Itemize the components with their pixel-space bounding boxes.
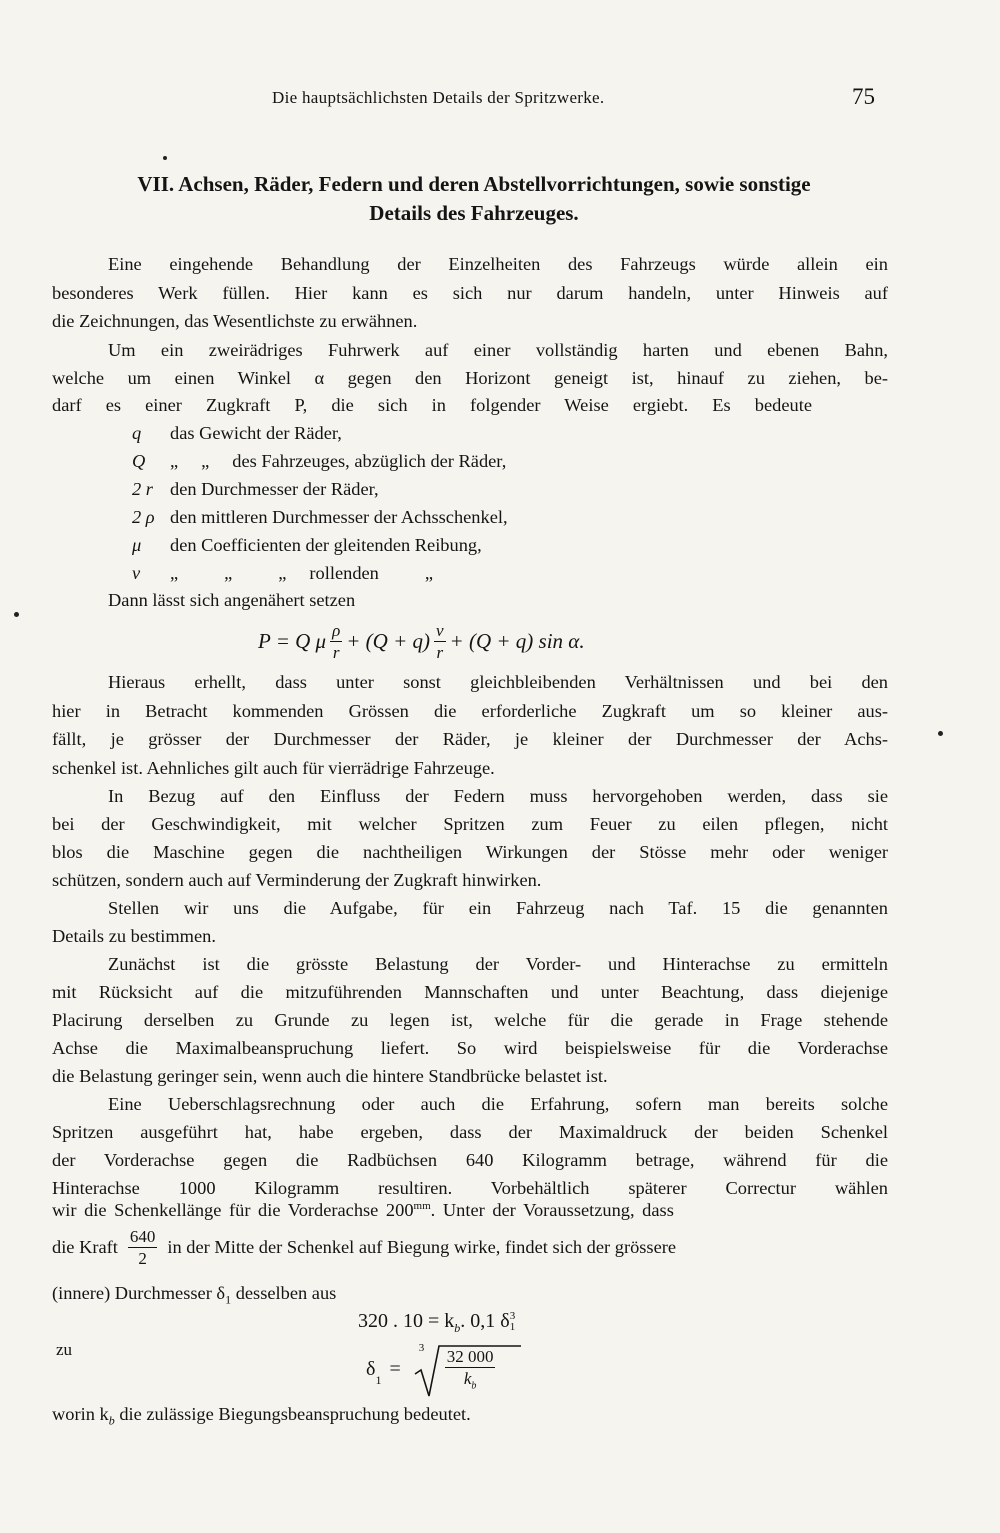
definition-text: „ „ des Fahrzeuges, abzüglich der Räder, xyxy=(170,451,507,471)
formula2-lhs: 320 . 10 = k xyxy=(358,1310,455,1332)
inner-diameter-line xyxy=(52,1283,336,1308)
cube-root xyxy=(409,1340,521,1398)
fraction-denominator: 2 xyxy=(138,1249,147,1268)
formula2-rhs: . 0,1 δ xyxy=(460,1310,510,1332)
fraction-rho-over-r xyxy=(330,622,342,661)
final-post: die zulässige Biegungsbeanspruchung bedeutet. xyxy=(119,1404,471,1424)
final-line xyxy=(52,1404,471,1429)
paragraph-line: die Belastung geringer sein, wenn auch die hintere Standbrücke belastet ist. xyxy=(52,1066,608,1086)
paragraph-line: der Vorderachse gegen die Radbüchsen 640 Kilogramm betrage, während für die xyxy=(52,1150,888,1170)
delta-indices xyxy=(510,1311,516,1333)
paragraph-line: besonderes Werk füllen. Hier kann es sich nur darum handeln, unter Hinweis auf xyxy=(52,283,888,303)
paragraph-line: Hieraus erhellt, dass unter sonst gleichbleibenden Verhältnissen und bei den xyxy=(108,672,888,692)
formula-middle-term: + (Q + q) xyxy=(346,629,430,653)
running-title: Die hauptsächlichsten Details der Spritzwerke. xyxy=(272,88,605,107)
fraction-numerator: ρ xyxy=(332,621,341,640)
kraft-pre: die Kraft xyxy=(52,1237,118,1257)
zu-label: zu xyxy=(56,1340,73,1359)
paragraph-line: schützen, sondern auch auf Verminderung der Zugkraft hinwirken. xyxy=(52,870,542,890)
definition-symbol: ν xyxy=(132,563,141,583)
definition-row xyxy=(132,563,433,584)
paragraph-line: Hinterachse 1000 Kilogramm resultiren. Vorbehältlich späterer Correctur wählen xyxy=(52,1178,888,1198)
fraction-numerator: 640 xyxy=(129,1227,156,1246)
definition-symbol: q xyxy=(132,423,142,443)
definition-symbol: Q xyxy=(132,451,146,471)
k-subscript: b xyxy=(454,1321,461,1335)
paragraph-line: Stellen wir uns die Aufgabe, für ein Fahrzeug nach Taf. 15 die genannten xyxy=(108,898,888,918)
formula-zugkraft xyxy=(258,622,585,661)
paragraph-line: Placirung derselben zu Grunde zu legen ist, welche für die gerade in Frage stehende xyxy=(52,1010,888,1030)
formula-diameter xyxy=(366,1340,521,1398)
fraction-numerator: ν xyxy=(436,621,444,640)
definition-text: den mittleren Durchmesser der Achsschenkel, xyxy=(170,507,508,527)
final-pre: worin k xyxy=(52,1404,109,1424)
formula3-lhs: δ xyxy=(366,1357,376,1380)
definition-symbol: 2 r xyxy=(132,479,153,499)
stray-mark xyxy=(14,612,19,617)
k-symbol: k xyxy=(463,1369,472,1388)
delta-subscript: 1 xyxy=(225,1292,232,1307)
formula3-equals: = xyxy=(389,1357,401,1380)
definition-row xyxy=(132,535,482,556)
fraction-numerator: 32 000 xyxy=(446,1347,494,1366)
definition-symbol: μ xyxy=(132,535,142,555)
kraft-line xyxy=(52,1228,676,1267)
paragraph-line: schenkel ist. Aehnliches gilt auch für vierrädrige Fahrzeuge. xyxy=(52,758,495,778)
formula-bending xyxy=(358,1310,515,1336)
paragraph-line: mit Rücksicht auf die mitzuführenden Mannschaften und unter Beachtung, dass diejenige xyxy=(52,982,888,1002)
delta-subscript: 1 xyxy=(509,1321,516,1334)
inner-pre: (innere) Durchmesser δ xyxy=(52,1283,226,1303)
section-heading-line-2: Details des Fahrzeuges. xyxy=(369,201,579,225)
paragraph-text: . Unter der Voraussetzung, dass xyxy=(430,1200,674,1221)
definition-text: „ „ „ rollenden „ xyxy=(170,563,434,583)
root-index: 3 xyxy=(418,1342,425,1354)
kraft-post: in der Mitte der Schenkel auf Biegung wirke, findet sich der grössere xyxy=(167,1237,677,1257)
definition-text: den Durchmesser der Räder, xyxy=(170,479,379,499)
paragraph-line: blos die Maschine gegen die nachtheiligen Wirkungen der Stösse mehr oder weniger xyxy=(52,842,888,862)
paragraph-line: Zunächst ist die grösste Belastung der Vorder- und Hinterachse zu ermitteln xyxy=(108,954,888,974)
paragraph-line: fällt, je grösser der Durchmesser der Räder, je kleiner der Durchmesser der Achs- xyxy=(52,729,888,749)
paragraph-line: Eine Ueberschlagsrechnung oder auch die Erfahrung, sofern man bereits solche xyxy=(108,1094,888,1114)
inner-post: desselben aus xyxy=(235,1283,337,1303)
paragraph-line: Spritzen ausgeführt hat, habe ergeben, dass der Maximaldruck der beiden Schenkel xyxy=(52,1122,888,1142)
definition-row xyxy=(132,479,379,500)
paragraph-line: Um ein zweirädriges Fuhrwerk auf einer vollständig harten und ebenen Bahn, xyxy=(108,340,888,360)
stray-mark xyxy=(163,156,167,160)
section-heading-line-1: VII. Achsen, Räder, Federn und deren Abstellvorrichtungen, sowie sonstige xyxy=(137,172,811,196)
stray-mark xyxy=(938,731,943,736)
paragraph-line: darf es einer Zugkraft P, die sich in folgender Weise ergiebt. Es bedeute xyxy=(52,395,812,415)
paragraph-line: welche um einen Winkel α gegen den Horizont geneigt ist, hinauf zu ziehen, be- xyxy=(52,368,888,388)
fraction-denominator: r xyxy=(436,643,444,662)
fraction-32000-over-kb xyxy=(445,1348,496,1391)
definition-text: das Gewicht der Räder, xyxy=(170,423,342,443)
formula-intro: Dann lässt sich angenähert setzen xyxy=(108,590,356,610)
paragraph-line: In Bezug auf den Einfluss der Federn muss hervorgehoben werden, dass sie xyxy=(108,786,888,806)
paragraph-line: hier in Betracht kommenden Grössen die erforderliche Zugkraft um so kleiner aus- xyxy=(52,701,888,721)
fraction-denominator: r xyxy=(332,643,340,662)
paragraph-text: wir die Schenkellänge für die Vorderachse 200 xyxy=(52,1200,414,1221)
paragraph-line: Achse die Maximalbeanspruchung liefert. So wird beispielsweise für die Vorderachse xyxy=(52,1038,888,1058)
delta-superscript: 3 xyxy=(509,1310,516,1323)
definition-row xyxy=(132,423,342,444)
paragraph-line: die Zeichnungen, das Wesentlichste zu erwähnen. xyxy=(52,311,418,331)
definition-text: den Coefficienten der gleitenden Reibung, xyxy=(170,535,482,555)
fraction-denominator xyxy=(464,1368,477,1391)
k-subscript: b xyxy=(108,1413,115,1428)
formula-rhs: + (Q + q) sin α. xyxy=(449,629,585,653)
paragraph-line: Details zu bestimmen. xyxy=(52,926,216,946)
page-number: 75 xyxy=(852,84,875,109)
paragraph-line: bei der Geschwindigkeit, mit welcher Spritzen zum Feuer zu eilen pflegen, nicht xyxy=(52,814,888,834)
definition-row xyxy=(132,507,508,528)
delta-subscript: 1 xyxy=(375,1373,382,1387)
paragraph-line: Eine eingehende Behandlung der Einzelheiten des Fahrzeugs würde allein ein xyxy=(108,254,888,274)
unit-superscript: mm xyxy=(413,1200,431,1212)
k-subscript: b xyxy=(471,1380,477,1392)
fraction-640-over-2 xyxy=(128,1228,158,1267)
definition-symbol: 2 ρ xyxy=(132,507,155,527)
formula-lhs: P = Q μ xyxy=(258,629,327,653)
definition-row xyxy=(132,451,506,472)
paragraph-line xyxy=(52,1200,674,1221)
fraction-nu-over-r xyxy=(434,622,446,661)
